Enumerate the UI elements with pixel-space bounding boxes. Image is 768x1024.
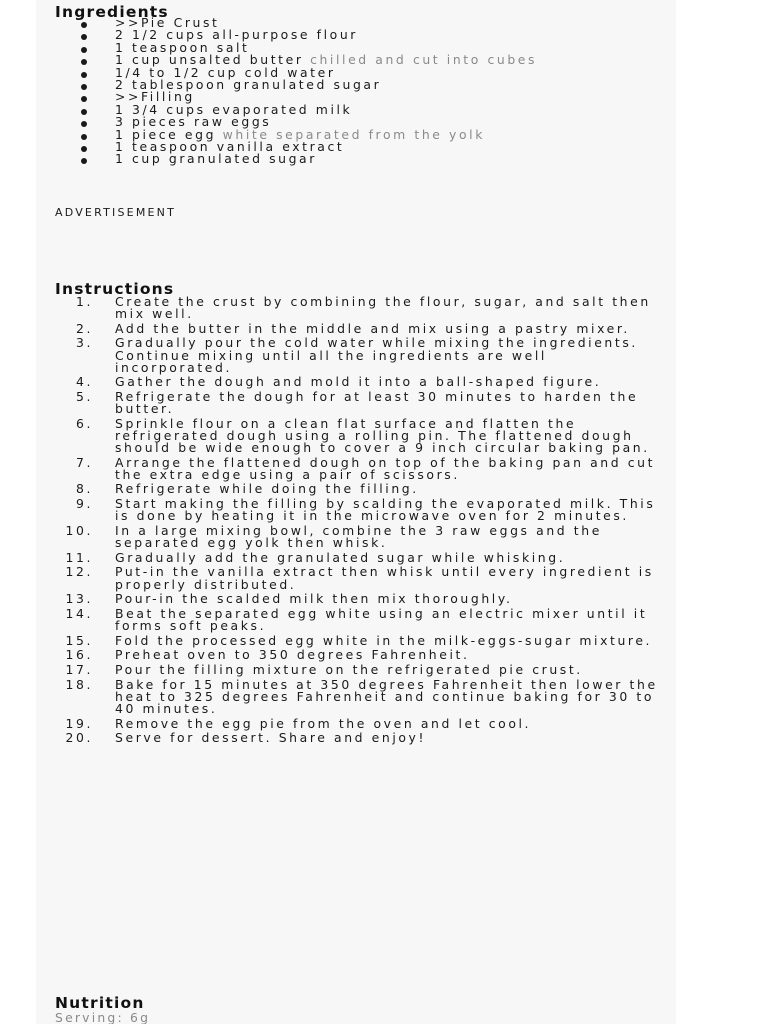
bullet-icon xyxy=(81,134,87,140)
instruction-step xyxy=(55,715,665,731)
step-text: Put-in the vanilla extract then whisk until every ingredient is properly distributed. xyxy=(115,564,654,592)
instructions-heading: Instructions xyxy=(55,280,175,298)
ingredient-item: 1/4 to 1/2 cup cold water xyxy=(55,67,665,79)
ingredients-list xyxy=(55,17,665,166)
step-text: Pour the filling mixture on the refrigerated pie crust. xyxy=(115,662,583,678)
step-text: Preheat oven to 350 degrees Fahrenheit. xyxy=(115,647,470,663)
step-text: Refrigerate while doing the filling. xyxy=(115,481,419,497)
ingredient-item: 1 cup unsalted butter chilled and cut into cubes xyxy=(55,54,665,66)
step-number: 10. xyxy=(65,522,93,538)
ingredient-item: 1 cup granulated sugar xyxy=(55,153,665,165)
ingredient-note: chilled and cut into cubes xyxy=(303,52,538,68)
instruction-step xyxy=(55,649,665,661)
serving-size: Serving: 6g xyxy=(55,1010,151,1024)
step-number: 17. xyxy=(65,662,93,678)
step-number: 15. xyxy=(65,632,93,648)
step-text: Serve for dessert. Share and enjoy! xyxy=(115,730,427,746)
step-text: Refrigerate the dough for at least 30 minutes to harden the butter. xyxy=(115,389,639,417)
ingredient-item: 1 teaspoon vanilla extract xyxy=(55,141,665,153)
step-text: Start making the filling by scalding the evaporated milk. This is done by heating it in the microwave oven for 2 minutes. xyxy=(115,496,656,524)
step-number: 8. xyxy=(75,481,93,497)
advertisement-label: ADVERTISEMENT xyxy=(55,206,177,219)
step-text: Gradually pour the cold water while mixing the ingredients. Continue mixing until all the ingredients are well incorporated. xyxy=(115,335,638,375)
ingredient-item: 2 tablespoon granulated sugar xyxy=(55,79,665,91)
ingredient-item: 1 piece egg white separated from the yolk xyxy=(55,129,665,141)
step-number: 6. xyxy=(75,415,93,431)
bullet-icon xyxy=(81,96,87,102)
step-number: 18. xyxy=(65,676,93,692)
ingredient-item: 2 1/2 cups all-purpose flour xyxy=(55,29,665,41)
step-number: 12. xyxy=(65,564,93,580)
step-text: In a large mixing bowl, combine the 3 raw eggs and the separated egg yolk then whisk. xyxy=(115,522,602,551)
instruction-step xyxy=(55,498,665,522)
bullet-icon xyxy=(81,121,87,127)
instruction-step xyxy=(55,732,665,744)
instruction-step xyxy=(55,522,665,551)
step-number: 13. xyxy=(65,591,93,607)
step-text: Sprinkle flour on a clean flat surface and flatten the refrigerated dough using a rolling pin. The flattened dough should be wide enough to cover a 9 inch circular baking pan. xyxy=(115,415,650,455)
instruction-step xyxy=(55,454,665,482)
ingredient-item: >>Pie Crust xyxy=(55,17,665,29)
bullet-icon xyxy=(81,146,87,152)
bullet-icon xyxy=(81,34,87,40)
instruction-step xyxy=(55,605,665,633)
step-number: 3. xyxy=(75,335,93,351)
step-number: 19. xyxy=(65,715,93,731)
bullet-icon xyxy=(81,158,87,164)
step-number: 7. xyxy=(75,454,93,470)
bullet-icon xyxy=(81,59,87,65)
bullet-icon xyxy=(81,47,87,53)
step-text: Pour-in the scalded milk then mix thoroughly. xyxy=(115,591,513,607)
instruction-step xyxy=(55,337,665,373)
step-text: Arrange the flattened dough on top of the baking pan and cut the extra edge using a pair of scissors. xyxy=(115,454,656,482)
step-text: Remove the egg pie from the oven and let cool. xyxy=(115,715,532,731)
ingredient-note: white separated from the yolk xyxy=(216,126,485,142)
step-text: Beat the separated egg white using an electric mixer until it forms soft peaks. xyxy=(115,605,648,633)
step-number: 5. xyxy=(75,389,93,405)
instruction-step xyxy=(55,415,665,455)
step-number: 4. xyxy=(75,374,93,390)
step-number: 20. xyxy=(65,730,93,746)
step-text: Add the butter in the middle and mix using a pastry mixer. xyxy=(115,320,630,336)
instruction-step xyxy=(55,566,665,590)
instruction-step xyxy=(55,483,665,495)
instruction-step xyxy=(55,549,665,565)
bullet-icon xyxy=(81,109,87,115)
ingredient-item: 3 pieces raw eggs xyxy=(55,116,665,128)
step-number: 11. xyxy=(65,549,93,565)
bullet-icon xyxy=(81,72,87,78)
instruction-step xyxy=(55,376,665,388)
step-text: Gather the dough and mold it into a ball-shaped figure. xyxy=(115,374,602,390)
ingredients-heading: Ingredients xyxy=(55,3,169,21)
instruction-step xyxy=(55,676,665,716)
instruction-step xyxy=(55,296,665,320)
recipe-card xyxy=(36,0,676,1024)
step-number: 16. xyxy=(65,647,93,663)
step-text: Fold the processed egg white in the milk-eggs-sugar mixture. xyxy=(115,632,653,648)
ingredient-item: 1 3/4 cups evaporated milk xyxy=(55,104,665,116)
bullet-icon xyxy=(81,84,87,90)
instruction-step xyxy=(55,593,665,605)
instruction-step xyxy=(55,664,665,676)
ingredient-item: 1 teaspoon salt xyxy=(55,42,665,54)
step-number: 9. xyxy=(75,496,93,512)
instruction-step xyxy=(55,632,665,648)
step-number: 2. xyxy=(75,320,93,336)
step-number: 1. xyxy=(75,294,93,309)
instructions-list xyxy=(55,296,665,747)
step-text: Create the crust by combining the flour, sugar, and salt then mix well. xyxy=(115,294,651,322)
step-text: Gradually add the granulated sugar while whisking. xyxy=(115,549,566,565)
nutrition-heading: Nutrition xyxy=(55,994,145,1012)
step-number: 14. xyxy=(65,605,93,621)
ingredient-item: >>Filling xyxy=(55,91,665,103)
step-text: Bake for 15 minutes at 350 degrees Fahrenheit then lower the heat to 325 degrees Fahrenheit and continue baking for 30 to 40 minutes. xyxy=(115,676,658,716)
instruction-step xyxy=(55,320,665,336)
instruction-step xyxy=(55,391,665,415)
bullet-icon xyxy=(81,22,87,28)
